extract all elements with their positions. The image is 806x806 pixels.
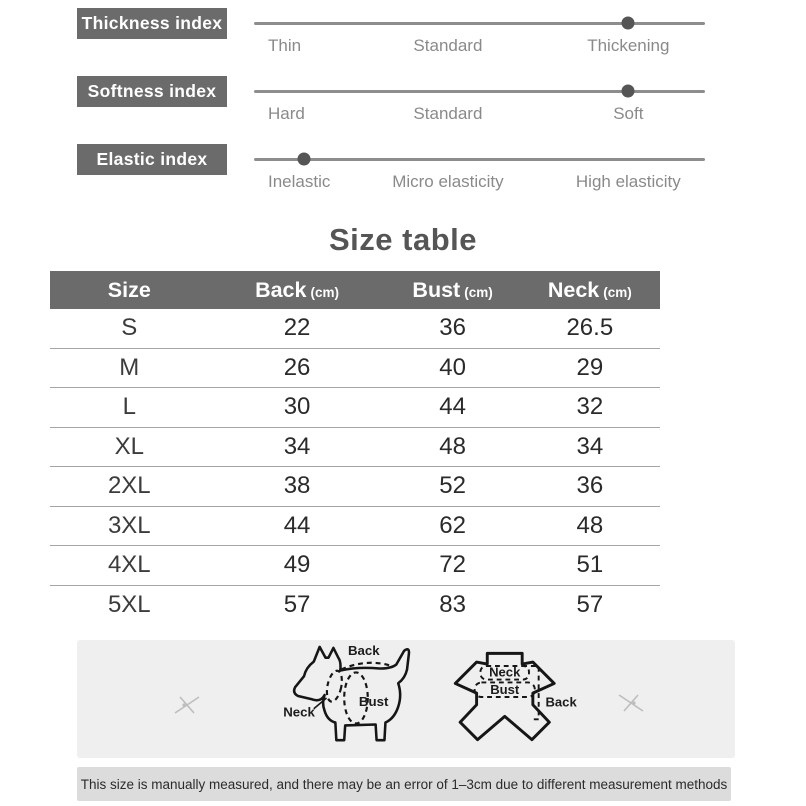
- softness-scale-track: [254, 90, 705, 93]
- table-cell: 36: [439, 314, 466, 342]
- table-cell: 4XL: [107, 551, 151, 579]
- table-cell: L: [122, 393, 136, 421]
- column-header-bust: Bust (cm): [412, 277, 493, 302]
- table-cell: 44: [439, 393, 466, 421]
- size-table: [50, 271, 660, 624]
- carousel-prev-icon[interactable]: [172, 690, 202, 720]
- table-cell: 48: [439, 432, 466, 460]
- scale-label: Soft: [613, 104, 644, 123]
- dog-neck-dashed-line: [324, 669, 344, 703]
- column-header-back: Back (cm): [255, 277, 339, 302]
- column-header-neck: Neck (cm): [547, 277, 632, 302]
- scale-label: Hard: [268, 104, 305, 123]
- table-cell: XL: [114, 432, 144, 460]
- table-cell: 38: [283, 472, 311, 500]
- table-cell: 3XL: [107, 511, 151, 539]
- table-cell: 36: [576, 472, 604, 500]
- elastic-index-row: [0, 142, 806, 204]
- table-row: [50, 467, 660, 507]
- scale-label: Standard: [413, 104, 483, 123]
- softness-scale-labels: [254, 102, 705, 124]
- table-row: [50, 388, 660, 428]
- table-cell: 52: [439, 472, 466, 500]
- softness-dot: [622, 85, 635, 98]
- table-row: [50, 309, 660, 349]
- scale-label: High elasticity: [575, 172, 681, 191]
- table-row: [50, 507, 660, 547]
- table-row: [50, 546, 660, 586]
- dog-measurement-diagram: [280, 642, 430, 750]
- elastic-index-label: Elastic index: [77, 144, 227, 175]
- table-cell: 30: [283, 393, 311, 421]
- disclaimer-text: This size is manually measured, and there may be an error of 1–3cm due to different measurement methods: [80, 776, 728, 792]
- dog-bust-label: Bust: [358, 693, 389, 709]
- table-row: [50, 428, 660, 468]
- table-cell: M: [119, 353, 140, 381]
- elastic-scale-labels: [254, 170, 705, 192]
- garment-measurement-diagram: [432, 648, 592, 746]
- table-cell: 34: [576, 432, 604, 460]
- table-cell: 44: [283, 511, 311, 539]
- thickness-scale-track: [254, 22, 705, 25]
- elastic-scale-track: [254, 158, 705, 161]
- table-row: [50, 349, 660, 389]
- table-cell: 72: [439, 551, 466, 579]
- dog-neck-label: Neck: [283, 704, 315, 720]
- table-row: [50, 586, 660, 625]
- thickness-index-row: [0, 6, 806, 68]
- garment-bust-label: Bust: [490, 682, 520, 698]
- table-cell: 57: [576, 590, 604, 618]
- garment-back-label: Back: [545, 694, 577, 710]
- table-cell: 49: [283, 551, 311, 579]
- table-cell: 5XL: [107, 590, 151, 618]
- measurement-diagram-panel: [77, 640, 735, 758]
- table-cell: 40: [439, 353, 466, 381]
- softness-index-row: [0, 74, 806, 136]
- table-cell: S: [121, 314, 138, 342]
- dog-outline-drawing: [294, 647, 409, 740]
- column-header-size: Size: [107, 277, 151, 302]
- table-cell: 57: [283, 590, 311, 618]
- scale-label: Standard: [413, 36, 483, 55]
- table-cell: 34: [283, 432, 311, 460]
- size-table-header-row: [50, 271, 660, 309]
- table-cell: 26.5: [566, 314, 614, 342]
- softness-index-label: Softness index: [77, 76, 227, 107]
- garment-neck-label: Neck: [489, 664, 521, 680]
- dog-back-label: Back: [347, 642, 380, 658]
- table-cell: 26: [283, 353, 311, 381]
- table-cell: 32: [576, 393, 604, 421]
- table-cell: 2XL: [107, 472, 151, 500]
- table-cell: 51: [576, 551, 604, 579]
- table-cell: 83: [439, 590, 466, 618]
- size-table-title: Size table: [329, 222, 477, 257]
- elastic-dot: [297, 153, 310, 166]
- table-cell: 29: [576, 353, 604, 381]
- thickness-scale-labels: [254, 34, 705, 56]
- measurement-disclaimer: [77, 767, 731, 801]
- table-cell: 62: [439, 511, 466, 539]
- thickness-index-label: Thickness index: [77, 8, 227, 39]
- scale-label: Thin: [268, 36, 302, 55]
- scale-label: Micro elasticity: [392, 172, 504, 191]
- scale-label: Thickening: [587, 36, 670, 55]
- scale-label: Inelastic: [268, 172, 331, 191]
- table-cell: 22: [283, 314, 311, 342]
- carousel-next-icon[interactable]: [616, 688, 646, 718]
- table-cell: 48: [576, 511, 604, 539]
- thickness-dot: [622, 17, 635, 30]
